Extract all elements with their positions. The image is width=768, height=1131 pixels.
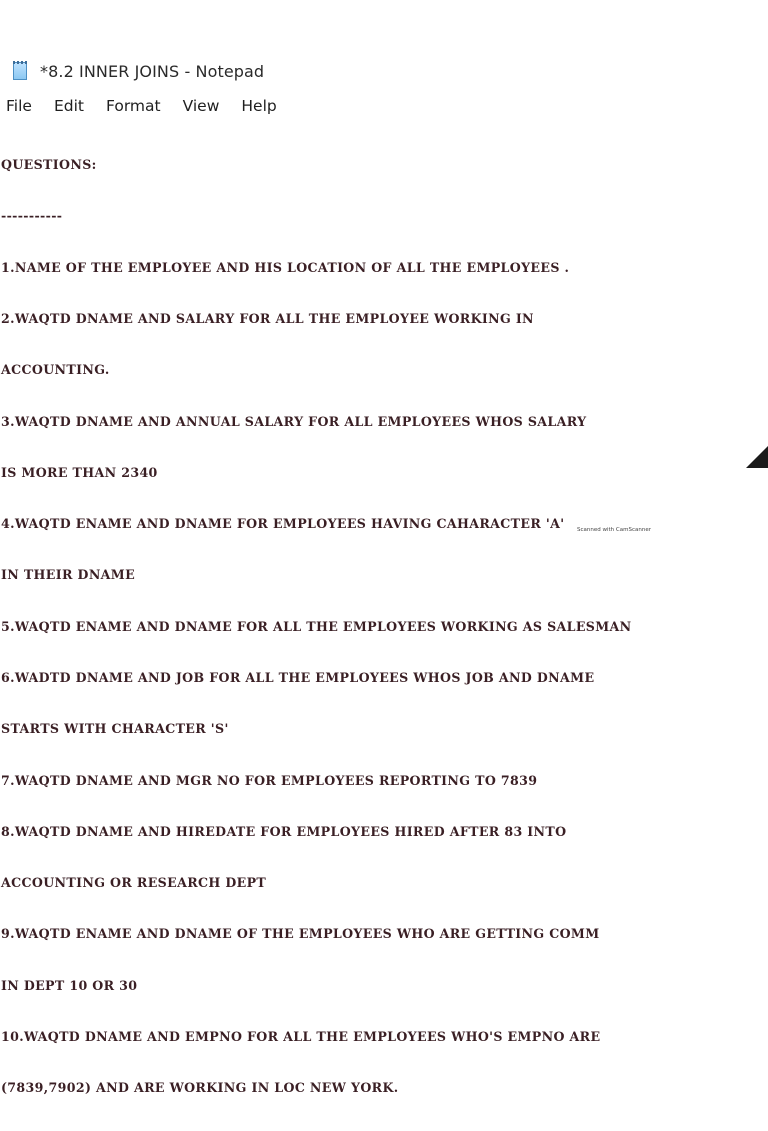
menu-format[interactable]: Format <box>105 97 161 115</box>
menu-bar <box>6 95 299 117</box>
document-line: 7.WAQTD DNAME AND MGR NO FOR EMPLOYEES REPORTING TO 7839 <box>1 772 538 788</box>
menu-help[interactable]: Help <box>241 97 277 115</box>
watermark-text: Scanned with CamScanner <box>577 527 651 533</box>
title-bar <box>10 58 264 84</box>
document-line: QUESTIONS: <box>1 157 97 173</box>
document-line: ACCOUNTING OR RESEARCH DEPT <box>1 875 267 891</box>
document-line: 2.WAQTD DNAME AND SALARY FOR ALL THE EMPLOYEE WORKING IN <box>1 311 534 327</box>
document-line: 3.WAQTD DNAME AND ANNUAL SALARY FOR ALL EMPLOYEES WHOS SALARY <box>1 413 587 429</box>
document-line: (7839,7902) AND ARE WORKING IN LOC NEW YORK. <box>1 1080 399 1096</box>
document-line: IN THEIR DNAME <box>1 567 136 583</box>
document-line: IS MORE THAN 2340 <box>1 464 158 480</box>
document-line: 9.WAQTD ENAME AND DNAME OF THE EMPLOYEES WHO ARE GETTING COMM <box>1 926 600 942</box>
document-line: 4.WAQTD ENAME AND DNAME FOR EMPLOYEES HAVING CAHARACTER 'A' <box>1 516 565 532</box>
window-title: *8.2 INNER JOINS - Notepad <box>40 61 265 81</box>
document-text <box>1 122 632 1131</box>
document-line: IN DEPT 10 OR 30 <box>1 977 138 993</box>
menu-view[interactable]: View <box>182 97 220 115</box>
document-line: 1.NAME OF THE EMPLOYEE AND HIS LOCATION OF ALL THE EMPLOYEES . <box>1 259 570 275</box>
corner-fold-mark <box>746 446 768 468</box>
document-line: 6.WADTD DNAME AND JOB FOR ALL THE EMPLOYEES WHOS JOB AND DNAME <box>1 670 595 685</box>
document-line: 8.WAQTD DNAME AND HIREDATE FOR EMPLOYEES HIRED AFTER 83 INTO <box>1 823 567 839</box>
document-line: 5.WAQTD ENAME AND DNAME FOR ALL THE EMPLOYEES WORKING AS SALESMAN <box>1 618 632 634</box>
notepad-icon <box>10 61 30 81</box>
menu-edit[interactable]: Edit <box>53 97 84 115</box>
document-line: ACCOUNTING. <box>1 362 110 378</box>
document-line: STARTS WITH CHARACTER 'S' <box>1 721 229 737</box>
menu-file[interactable]: File <box>6 97 32 115</box>
document-line: 10.WAQTD DNAME AND EMPNO FOR ALL THE EMPLOYEES WHO'S EMPNO ARE <box>1 1028 601 1044</box>
document-line: ----------- <box>1 208 63 224</box>
